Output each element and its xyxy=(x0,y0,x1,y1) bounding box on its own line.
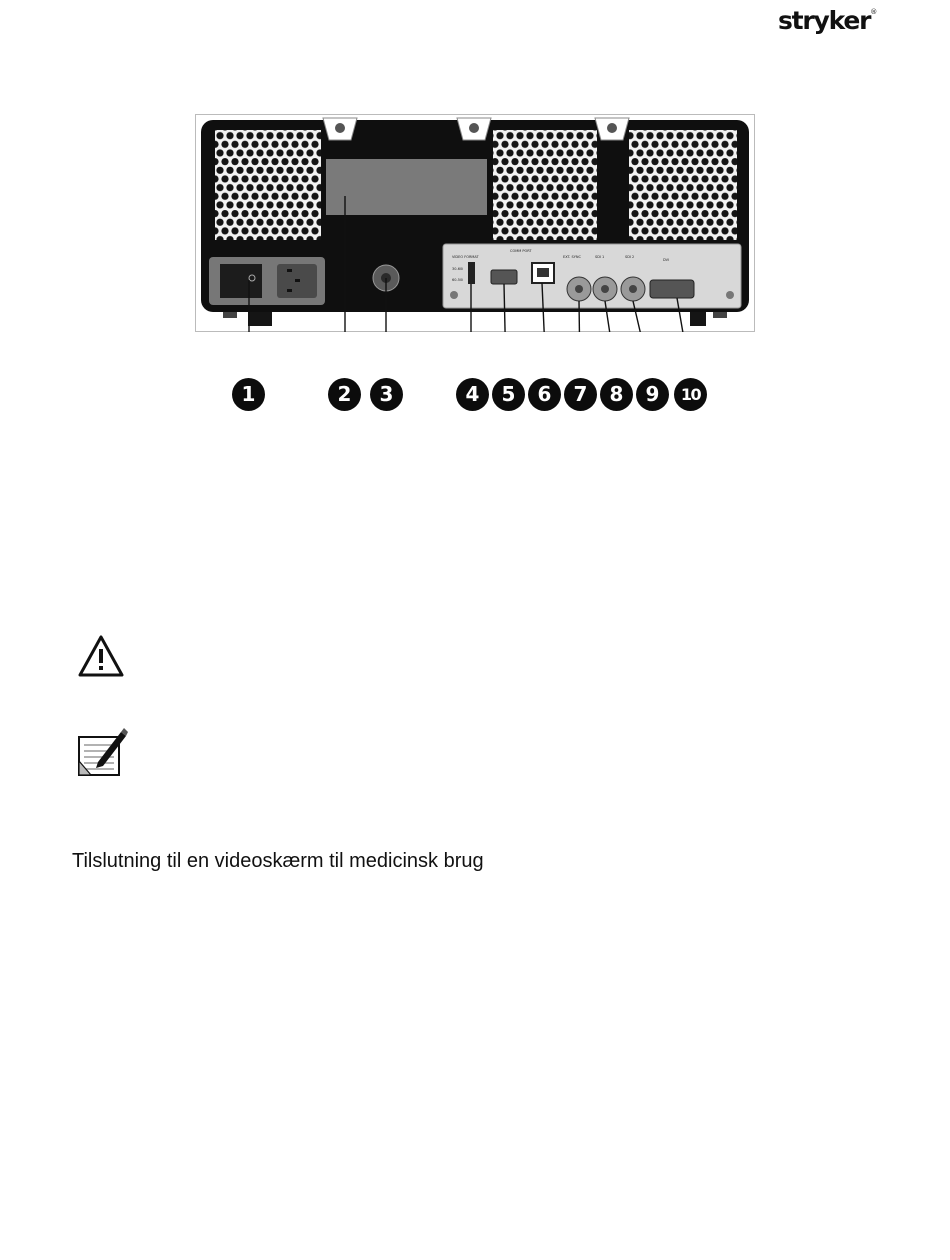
callout-number: 1 xyxy=(232,378,265,411)
fan-grille-middle xyxy=(493,130,597,240)
stryker-logo: stryker® xyxy=(778,6,878,35)
callout-number: 7 xyxy=(564,378,597,411)
fan-grille-left xyxy=(215,130,321,240)
svg-text:SDI 2: SDI 2 xyxy=(625,255,635,259)
note-pencil-icon xyxy=(76,726,128,778)
fan-grille-right xyxy=(629,130,737,240)
tab-screw-icon xyxy=(335,123,345,133)
callout-number: 10 xyxy=(674,378,707,411)
video-format-switch xyxy=(468,262,475,284)
power-switch xyxy=(220,264,262,298)
callout-row xyxy=(0,373,950,417)
tab-screw-icon xyxy=(607,123,617,133)
comm-port-serial xyxy=(491,270,517,284)
callout-number: 9 xyxy=(636,378,669,411)
label-plate xyxy=(326,159,487,215)
svg-text:SDI 1: SDI 1 xyxy=(595,255,605,259)
tab-screw-icon xyxy=(469,123,479,133)
connector-panel xyxy=(443,244,741,308)
callout-number: 3 xyxy=(370,378,403,411)
callout-number: 6 xyxy=(528,378,561,411)
svg-text:EXT. SYNC: EXT. SYNC xyxy=(563,255,581,259)
svg-text:DVI: DVI xyxy=(663,258,670,262)
callout-number: 8 xyxy=(600,378,633,411)
section-heading: Tilslutning til en videoskærm til medicinsk brug xyxy=(72,850,484,872)
callout-number: 4 xyxy=(456,378,489,411)
callout-number: 2 xyxy=(328,378,361,411)
svg-text:60-50i: 60-50i xyxy=(452,278,464,282)
svg-text:30-60i: 30-60i xyxy=(452,267,464,271)
rear-panel-figure xyxy=(195,114,755,332)
svg-text:COMM PORT: COMM PORT xyxy=(510,249,532,253)
dvi-connector xyxy=(650,280,694,298)
warning-triangle-icon xyxy=(77,634,125,678)
svg-text:VIDEO FORMAT: VIDEO FORMAT xyxy=(452,255,479,259)
callout-number: 5 xyxy=(492,378,525,411)
